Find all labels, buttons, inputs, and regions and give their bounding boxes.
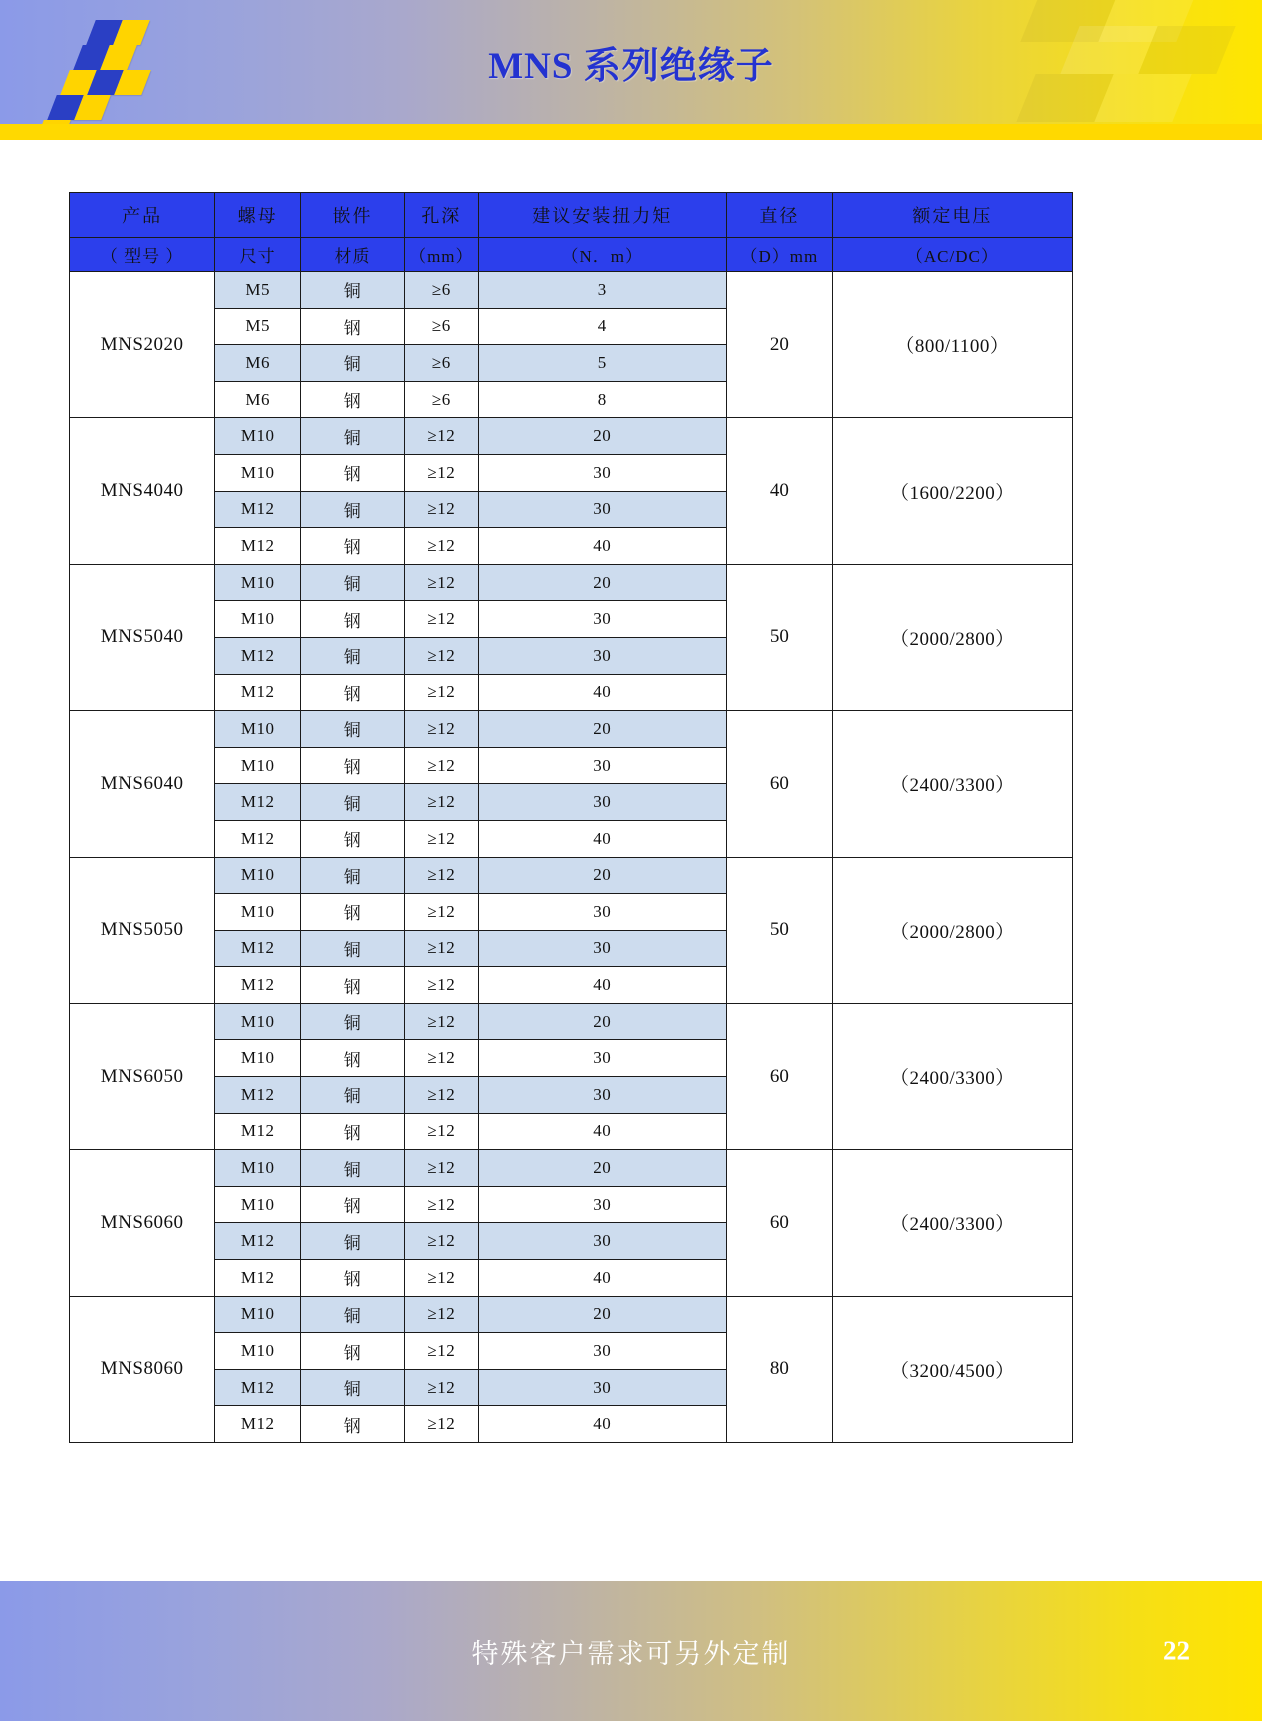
cell-torque: 40 [478,967,726,1004]
cell-hole-depth: ≥12 [404,1003,478,1040]
cell-insert-material: 钢 [301,820,405,857]
cell-hole-depth: ≥12 [404,1113,478,1150]
cell-hole-depth: ≥6 [404,308,478,345]
cell-insert-material: 铜 [301,930,405,967]
cell-nut-size: M10 [215,1333,301,1370]
cell-rated-voltage: （2400/3300） [832,1150,1072,1296]
cell-hole-depth: ≥12 [404,528,478,565]
cell-torque: 20 [478,1296,726,1333]
cell-hole-depth: ≥12 [404,747,478,784]
cell-nut-size: M12 [215,1369,301,1406]
cell-torque: 20 [478,418,726,455]
table-row [70,857,1073,894]
cell-insert-material: 钢 [301,894,405,931]
cell-insert-material: 钢 [301,1406,405,1443]
cell-nut-size: M12 [215,784,301,821]
cell-torque: 30 [478,1077,726,1114]
cell-torque: 30 [478,491,726,528]
cell-nut-size: M5 [215,308,301,345]
cell-nut-size: M10 [215,1296,301,1333]
cell-hole-depth: ≥12 [404,711,478,748]
cell-nut-size: M12 [215,491,301,528]
cell-hole-depth: ≥12 [404,418,478,455]
cell-torque: 30 [478,747,726,784]
cell-insert-material: 铜 [301,857,405,894]
cell-hole-depth: ≥12 [404,1260,478,1297]
col-subheader-nut: 尺寸 [215,238,301,272]
cell-nut-size: M10 [215,894,301,931]
col-subheader-depth: （mm） [404,238,478,272]
cell-insert-material: 钢 [301,1333,405,1370]
cell-insert-material: 钢 [301,528,405,565]
cell-hole-depth: ≥12 [404,564,478,601]
cell-nut-size: M12 [215,1223,301,1260]
col-subheader-product: （ 型号 ） [70,238,215,272]
cell-torque: 30 [478,454,726,491]
table-header-row-secondary [70,238,1073,272]
cell-diameter: 50 [726,857,832,1003]
cell-insert-material: 钢 [301,967,405,1004]
table-row [70,711,1073,748]
cell-insert-material: 钢 [301,747,405,784]
table-row [70,564,1073,601]
cell-torque: 30 [478,784,726,821]
cell-torque: 30 [478,601,726,638]
cell-diameter: 40 [726,418,832,564]
table-body [70,272,1073,1443]
cell-model: MNS5040 [70,564,215,710]
col-header-diameter: 直径 [726,193,832,238]
cell-torque: 40 [478,1260,726,1297]
cell-torque: 20 [478,711,726,748]
cell-hole-depth: ≥12 [404,1369,478,1406]
cell-torque: 3 [478,272,726,309]
cell-diameter: 50 [726,564,832,710]
cell-nut-size: M12 [215,528,301,565]
cell-nut-size: M10 [215,747,301,784]
cell-rated-voltage: （1600/2200） [832,418,1072,564]
cell-rated-voltage: （2000/2800） [832,857,1072,1003]
col-header-insert: 嵌件 [301,193,405,238]
cell-hole-depth: ≥12 [404,1040,478,1077]
cell-insert-material: 铜 [301,564,405,601]
page-title: MNS 系列绝缘子 [488,46,774,87]
table-row [70,1150,1073,1187]
col-header-torque: 建议安装扭力矩 [478,193,726,238]
cell-torque: 30 [478,1223,726,1260]
cell-nut-size: M10 [215,857,301,894]
col-subheader-torque: （N．m） [478,238,726,272]
cell-model: MNS6060 [70,1150,215,1296]
cell-insert-material: 铜 [301,1150,405,1187]
col-header-product: 产品 [70,193,215,238]
page-footer [0,1581,1262,1721]
cell-model: MNS8060 [70,1296,215,1442]
cell-torque: 30 [478,894,726,931]
cell-hole-depth: ≥12 [404,930,478,967]
cell-nut-size: M10 [215,564,301,601]
cell-nut-size: M10 [215,1186,301,1223]
cell-rated-voltage: （3200/4500） [832,1296,1072,1442]
cell-nut-size: M10 [215,601,301,638]
cell-hole-depth: ≥12 [404,857,478,894]
cell-hole-depth: ≥12 [404,637,478,674]
cell-torque: 30 [478,930,726,967]
cell-insert-material: 钢 [301,1040,405,1077]
cell-nut-size: M12 [215,637,301,674]
cell-torque: 40 [478,528,726,565]
cell-insert-material: 铜 [301,1296,405,1333]
cell-model: MNS6050 [70,1003,215,1149]
cell-rated-voltage: （2000/2800） [832,564,1072,710]
cell-rated-voltage: （2400/3300） [832,711,1072,857]
col-subheader-voltage: （AC/DC） [832,238,1072,272]
cell-insert-material: 钢 [301,1260,405,1297]
cell-torque: 20 [478,1003,726,1040]
cell-insert-material: 铜 [301,272,405,309]
footer-note: 特殊客户需求可另外定制 [471,1638,791,1669]
cell-hole-depth: ≥12 [404,1186,478,1223]
cell-torque: 40 [478,820,726,857]
cell-nut-size: M12 [215,820,301,857]
table-row [70,1296,1073,1333]
cell-insert-material: 铜 [301,711,405,748]
cell-torque: 40 [478,1406,726,1443]
cell-insert-material: 铜 [301,418,405,455]
cell-torque: 5 [478,345,726,382]
cell-nut-size: M6 [215,381,301,418]
cell-nut-size: M12 [215,1406,301,1443]
cell-nut-size: M10 [215,711,301,748]
cell-torque: 30 [478,1040,726,1077]
cell-nut-size: M6 [215,345,301,382]
cell-hole-depth: ≥12 [404,967,478,1004]
cell-insert-material: 钢 [301,674,405,711]
cell-hole-depth: ≥12 [404,820,478,857]
cell-torque: 8 [478,381,726,418]
cell-model: MNS6040 [70,711,215,857]
page-header [0,0,1262,140]
table-header-row-primary [70,193,1073,238]
spec-table [69,192,1073,1443]
cell-insert-material: 铜 [301,1077,405,1114]
cell-insert-material: 铜 [301,1369,405,1406]
cell-torque: 20 [478,857,726,894]
table-row [70,272,1073,309]
cell-insert-material: 铜 [301,784,405,821]
cell-diameter: 80 [726,1296,832,1442]
cell-hole-depth: ≥12 [404,674,478,711]
cell-insert-material: 铜 [301,1223,405,1260]
col-header-depth: 孔深 [404,193,478,238]
cell-insert-material: 铜 [301,637,405,674]
cell-diameter: 60 [726,1150,832,1296]
cell-diameter: 20 [726,272,832,418]
cell-hole-depth: ≥12 [404,491,478,528]
col-subheader-insert: 材质 [301,238,405,272]
cell-insert-material: 铜 [301,491,405,528]
cell-nut-size: M12 [215,1113,301,1150]
cell-hole-depth: ≥12 [404,1333,478,1370]
cell-torque: 40 [478,674,726,711]
cell-model: MNS4040 [70,418,215,564]
cell-model: MNS5050 [70,857,215,1003]
cell-torque: 30 [478,637,726,674]
spec-sheet-body [0,140,1262,1581]
cell-hole-depth: ≥12 [404,601,478,638]
cell-insert-material: 钢 [301,454,405,491]
cell-nut-size: M12 [215,967,301,1004]
cell-nut-size: M5 [215,272,301,309]
cell-torque: 30 [478,1369,726,1406]
cell-nut-size: M10 [215,418,301,455]
cell-nut-size: M12 [215,1077,301,1114]
cell-hole-depth: ≥12 [404,1406,478,1443]
cell-hole-depth: ≥12 [404,894,478,931]
col-header-voltage: 额定电压 [832,193,1072,238]
cell-hole-depth: ≥6 [404,345,478,382]
cell-nut-size: M10 [215,1150,301,1187]
cell-torque: 4 [478,308,726,345]
cell-insert-material: 铜 [301,345,405,382]
cell-insert-material: 钢 [301,308,405,345]
col-header-nut: 螺母 [215,193,301,238]
cell-torque: 40 [478,1113,726,1150]
col-subheader-diameter: （D）mm [726,238,832,272]
table-head [70,193,1073,272]
cell-hole-depth: ≥6 [404,381,478,418]
cell-hole-depth: ≥12 [404,454,478,491]
header-accent-bar [0,124,1262,140]
cell-torque: 30 [478,1186,726,1223]
cell-hole-depth: ≥12 [404,1077,478,1114]
cell-hole-depth: ≥12 [404,1296,478,1333]
cell-insert-material: 钢 [301,381,405,418]
cell-diameter: 60 [726,1003,832,1149]
cell-insert-material: 钢 [301,1113,405,1150]
cell-torque: 20 [478,564,726,601]
cell-nut-size: M12 [215,930,301,967]
cell-nut-size: M12 [215,674,301,711]
table-row [70,418,1073,455]
cell-rated-voltage: （800/1100） [832,272,1072,418]
cell-insert-material: 钢 [301,601,405,638]
page-number: 22 [1163,1635,1190,1666]
cell-diameter: 60 [726,711,832,857]
cell-nut-size: M10 [215,1003,301,1040]
cell-hole-depth: ≥12 [404,784,478,821]
cell-torque: 20 [478,1150,726,1187]
cell-insert-material: 钢 [301,1186,405,1223]
cell-rated-voltage: （2400/3300） [832,1003,1072,1149]
cell-nut-size: M10 [215,454,301,491]
cell-nut-size: M12 [215,1260,301,1297]
cell-hole-depth: ≥6 [404,272,478,309]
cell-hole-depth: ≥12 [404,1150,478,1187]
cell-hole-depth: ≥12 [404,1223,478,1260]
cell-nut-size: M10 [215,1040,301,1077]
cell-model: MNS2020 [70,272,215,418]
cell-insert-material: 铜 [301,1003,405,1040]
table-row [70,1003,1073,1040]
cell-torque: 30 [478,1333,726,1370]
